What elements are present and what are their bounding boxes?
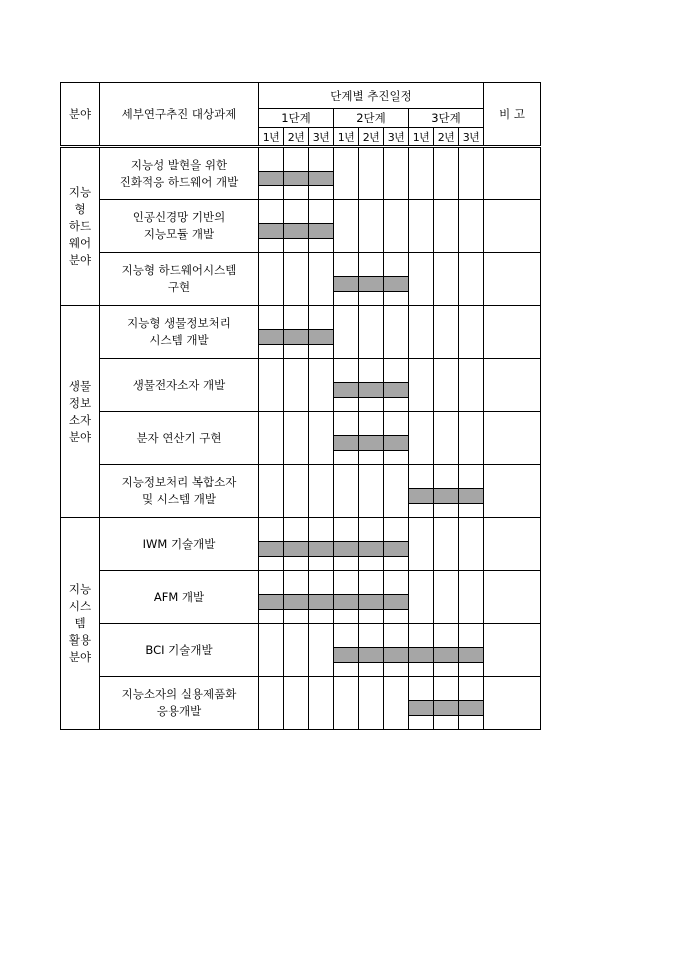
schedule-cell-year-8 bbox=[434, 359, 459, 412]
header-year-9: 3년 bbox=[459, 128, 484, 147]
note-cell bbox=[484, 624, 541, 677]
header-year-8: 2년 bbox=[434, 128, 459, 147]
schedule-cell-year-9 bbox=[459, 306, 484, 359]
schedule-cell-year-3 bbox=[309, 306, 334, 359]
schedule-cell-year-2 bbox=[284, 306, 309, 359]
schedule-cell-year-3 bbox=[309, 518, 334, 571]
schedule-bar bbox=[384, 647, 408, 663]
schedule-cell-year-4 bbox=[334, 306, 359, 359]
schedule-cell-year-4 bbox=[334, 518, 359, 571]
schedule-cell-year-7 bbox=[409, 306, 434, 359]
schedule-cell-year-5 bbox=[359, 147, 384, 200]
schedule-cell-year-5 bbox=[359, 412, 384, 465]
task-cell bbox=[100, 571, 259, 624]
schedule-bar bbox=[434, 700, 458, 716]
task-name-line: 분자 연산기 구현 bbox=[136, 430, 222, 445]
schedule-cell-year-3 bbox=[309, 359, 334, 412]
field-cell bbox=[61, 518, 100, 730]
table-row bbox=[61, 465, 541, 518]
task-name-line: AFM 개발 bbox=[153, 589, 205, 604]
field-label-line: 웨어 bbox=[68, 236, 92, 250]
schedule-cell-year-4 bbox=[334, 677, 359, 730]
schedule-cell-year-7 bbox=[409, 253, 434, 306]
schedule-bar bbox=[284, 171, 308, 187]
schedule-bar bbox=[384, 276, 408, 292]
schedule-bar bbox=[334, 647, 358, 663]
schedule-bar bbox=[309, 329, 333, 345]
schedule-bar bbox=[384, 382, 408, 398]
schedule-cell-year-2 bbox=[284, 677, 309, 730]
field-label-line: 분야 bbox=[68, 253, 92, 267]
schedule-cell-year-6 bbox=[384, 518, 409, 571]
note-cell bbox=[484, 306, 541, 359]
header-year-6: 3년 bbox=[384, 128, 409, 147]
note-cell bbox=[484, 147, 541, 200]
header-note: 비 고 bbox=[484, 83, 541, 147]
schedule-cell-year-8 bbox=[434, 253, 459, 306]
task-cell bbox=[100, 518, 259, 571]
note-cell bbox=[484, 465, 541, 518]
field-label-line: 생물 bbox=[68, 378, 92, 393]
schedule-bar bbox=[459, 488, 483, 504]
schedule-bar bbox=[259, 594, 283, 610]
table-row bbox=[61, 306, 541, 359]
schedule-bar bbox=[459, 700, 483, 716]
schedule-bar bbox=[309, 541, 333, 557]
schedule-cell-year-3 bbox=[309, 677, 334, 730]
task-cell bbox=[100, 359, 259, 412]
task-cell bbox=[100, 200, 259, 253]
field-label-line: 분야 bbox=[68, 650, 92, 664]
header-field: 분야 bbox=[61, 83, 100, 147]
schedule-cell-year-8 bbox=[434, 306, 459, 359]
schedule-bar bbox=[459, 647, 483, 663]
header-schedule: 단계별 추진일정 bbox=[259, 83, 484, 109]
task-name-line: 응용개발 bbox=[156, 704, 202, 718]
schedule-cell-year-7 bbox=[409, 571, 434, 624]
schedule-cell-year-9 bbox=[459, 571, 484, 624]
schedule-cell-year-8 bbox=[434, 412, 459, 465]
schedule-cell-year-2 bbox=[284, 253, 309, 306]
schedule-bar bbox=[284, 594, 308, 610]
schedule-bar bbox=[334, 594, 358, 610]
schedule-table bbox=[60, 82, 541, 730]
task-name-line: 지능소자의 실용제품화 bbox=[121, 687, 237, 701]
schedule-bar bbox=[409, 488, 433, 504]
task-name-line: 지능형 생물정보처리 bbox=[127, 316, 231, 330]
schedule-cell-year-7 bbox=[409, 412, 434, 465]
schedule-cell-year-8 bbox=[434, 465, 459, 518]
schedule-cell-year-5 bbox=[359, 571, 384, 624]
schedule-bar bbox=[334, 541, 358, 557]
schedule-bar bbox=[409, 700, 433, 716]
schedule-cell-year-2 bbox=[284, 624, 309, 677]
schedule-cell-year-8 bbox=[434, 571, 459, 624]
schedule-cell-year-2 bbox=[284, 147, 309, 200]
field-label-line: 하드 bbox=[68, 219, 92, 233]
schedule-cell-year-4 bbox=[334, 412, 359, 465]
schedule-cell-year-3 bbox=[309, 465, 334, 518]
header-stage-1: 1단계 bbox=[259, 109, 334, 128]
note-cell bbox=[484, 200, 541, 253]
schedule-cell-year-9 bbox=[459, 677, 484, 730]
task-name-line: 및 시스템 개발 bbox=[142, 492, 216, 506]
schedule-cell-year-5 bbox=[359, 200, 384, 253]
schedule-cell-year-4 bbox=[334, 147, 359, 200]
table-row bbox=[61, 677, 541, 730]
field-label-line: 형 bbox=[74, 202, 86, 216]
schedule-bar bbox=[284, 329, 308, 345]
schedule-cell-year-2 bbox=[284, 518, 309, 571]
table-row bbox=[61, 359, 541, 412]
schedule-bar bbox=[359, 276, 383, 292]
table-row bbox=[61, 253, 541, 306]
field-label-line: 지능 bbox=[68, 582, 92, 596]
field-label-line: 소자 bbox=[68, 412, 92, 427]
task-name-line: 진화적응 하드웨어 개발 bbox=[119, 174, 239, 189]
schedule-cell-year-8 bbox=[434, 200, 459, 253]
schedule-bar bbox=[359, 594, 383, 610]
schedule-cell-year-5 bbox=[359, 677, 384, 730]
schedule-cell-year-7 bbox=[409, 677, 434, 730]
schedule-cell-year-3 bbox=[309, 200, 334, 253]
schedule-cell-year-7 bbox=[409, 359, 434, 412]
table-row bbox=[61, 571, 541, 624]
schedule-bar bbox=[284, 223, 308, 239]
task-name-line: BCI 기술개발 bbox=[145, 642, 213, 657]
field-label-line: 지능 bbox=[68, 185, 92, 199]
schedule-cell-year-3 bbox=[309, 253, 334, 306]
schedule-cell-year-5 bbox=[359, 306, 384, 359]
schedule-bar bbox=[434, 488, 458, 504]
schedule-bar bbox=[334, 382, 358, 398]
schedule-cell-year-6 bbox=[384, 147, 409, 200]
schedule-bar bbox=[359, 435, 383, 451]
note-cell bbox=[484, 253, 541, 306]
field-label-line: 템 bbox=[74, 616, 86, 630]
schedule-cell-year-3 bbox=[309, 147, 334, 200]
task-name-line: 생물전자소자 개발 bbox=[132, 377, 226, 392]
schedule-cell-year-2 bbox=[284, 465, 309, 518]
schedule-cell-year-1 bbox=[259, 253, 284, 306]
schedule-bar bbox=[359, 382, 383, 398]
note-cell bbox=[484, 412, 541, 465]
schedule-cell-year-3 bbox=[309, 571, 334, 624]
schedule-cell-year-7 bbox=[409, 518, 434, 571]
task-name-line: 지능정보처리 복합소자 bbox=[121, 475, 237, 489]
schedule-cell-year-8 bbox=[434, 147, 459, 200]
schedule-cell-year-6 bbox=[384, 253, 409, 306]
schedule-bar bbox=[359, 647, 383, 663]
schedule-cell-year-2 bbox=[284, 412, 309, 465]
field-cell bbox=[61, 306, 100, 518]
task-cell bbox=[100, 147, 259, 200]
schedule-cell-year-1 bbox=[259, 518, 284, 571]
schedule-cell-year-4 bbox=[334, 200, 359, 253]
task-cell bbox=[100, 412, 259, 465]
schedule-cell-year-9 bbox=[459, 412, 484, 465]
schedule-cell-year-6 bbox=[384, 677, 409, 730]
task-name-line: 시스템 개발 bbox=[149, 333, 209, 347]
schedule-cell-year-6 bbox=[384, 359, 409, 412]
schedule-cell-year-7 bbox=[409, 465, 434, 518]
schedule-bar bbox=[334, 276, 358, 292]
header-stage-2: 2단계 bbox=[334, 109, 409, 128]
header-task: 세부연구추진 대상과제 bbox=[100, 83, 259, 147]
task-cell bbox=[100, 465, 259, 518]
schedule-cell-year-8 bbox=[434, 518, 459, 571]
schedule-cell-year-3 bbox=[309, 412, 334, 465]
header-year-1: 1년 bbox=[259, 128, 284, 147]
schedule-cell-year-1 bbox=[259, 359, 284, 412]
schedule-bar bbox=[309, 171, 333, 187]
schedule-cell-year-9 bbox=[459, 465, 484, 518]
note-cell bbox=[484, 518, 541, 571]
header-year-4: 1년 bbox=[334, 128, 359, 147]
schedule-bar bbox=[409, 647, 433, 663]
note-cell bbox=[484, 677, 541, 730]
schedule-cell-year-9 bbox=[459, 359, 484, 412]
schedule-bar bbox=[259, 171, 283, 187]
schedule-cell-year-7 bbox=[409, 624, 434, 677]
schedule-cell-year-1 bbox=[259, 147, 284, 200]
schedule-bar bbox=[359, 541, 383, 557]
task-cell bbox=[100, 306, 259, 359]
field-label-line: 활용 bbox=[68, 633, 92, 647]
schedule-cell-year-3 bbox=[309, 624, 334, 677]
field-label-line: 분야 bbox=[68, 429, 92, 444]
schedule-cell-year-2 bbox=[284, 571, 309, 624]
schedule-cell-year-5 bbox=[359, 518, 384, 571]
schedule-cell-year-2 bbox=[284, 200, 309, 253]
schedule-cell-year-5 bbox=[359, 359, 384, 412]
schedule-cell-year-1 bbox=[259, 465, 284, 518]
schedule-cell-year-1 bbox=[259, 571, 284, 624]
schedule-cell-year-7 bbox=[409, 147, 434, 200]
schedule-cell-year-9 bbox=[459, 147, 484, 200]
field-label-line: 정보 bbox=[68, 395, 92, 410]
schedule-cell-year-1 bbox=[259, 306, 284, 359]
schedule-bar bbox=[259, 541, 283, 557]
note-cell bbox=[484, 571, 541, 624]
schedule-cell-year-9 bbox=[459, 253, 484, 306]
field-cell bbox=[61, 147, 100, 306]
schedule-bar bbox=[259, 223, 283, 239]
schedule-cell-year-5 bbox=[359, 624, 384, 677]
schedule-cell-year-6 bbox=[384, 571, 409, 624]
task-name-line: IWM 기술개발 bbox=[142, 536, 216, 551]
table-row bbox=[61, 147, 541, 200]
schedule-cell-year-6 bbox=[384, 624, 409, 677]
schedule-cell-year-6 bbox=[384, 465, 409, 518]
schedule-cell-year-4 bbox=[334, 359, 359, 412]
task-name-line: 인공신경망 기반의 bbox=[132, 210, 226, 224]
schedule-cell-year-8 bbox=[434, 677, 459, 730]
schedule-cell-year-1 bbox=[259, 200, 284, 253]
schedule-cell-year-6 bbox=[384, 200, 409, 253]
header-year-5: 2년 bbox=[359, 128, 384, 147]
schedule-cell-year-9 bbox=[459, 200, 484, 253]
schedule-cell-year-2 bbox=[284, 359, 309, 412]
schedule-cell-year-6 bbox=[384, 412, 409, 465]
schedule-bar bbox=[309, 594, 333, 610]
note-cell bbox=[484, 359, 541, 412]
table-row bbox=[61, 518, 541, 571]
schedule-bar bbox=[284, 541, 308, 557]
schedule-bar bbox=[384, 541, 408, 557]
task-name-line: 지능형 하드웨어시스템 bbox=[121, 263, 237, 277]
task-cell bbox=[100, 624, 259, 677]
task-cell bbox=[100, 677, 259, 730]
table-row bbox=[61, 624, 541, 677]
schedule-cell-year-8 bbox=[434, 624, 459, 677]
header-stage-3: 3단계 bbox=[409, 109, 484, 128]
schedule-cell-year-4 bbox=[334, 253, 359, 306]
schedule-cell-year-5 bbox=[359, 253, 384, 306]
schedule-cell-year-4 bbox=[334, 571, 359, 624]
schedule-cell-year-1 bbox=[259, 677, 284, 730]
schedule-cell-year-9 bbox=[459, 624, 484, 677]
schedule-cell-year-4 bbox=[334, 465, 359, 518]
table-row bbox=[61, 412, 541, 465]
schedule-bar bbox=[334, 435, 358, 451]
schedule-bar bbox=[309, 223, 333, 239]
header-year-3: 3년 bbox=[309, 128, 334, 147]
field-label-line: 시스 bbox=[68, 599, 92, 613]
header-year-7: 1년 bbox=[409, 128, 434, 147]
schedule-cell-year-9 bbox=[459, 518, 484, 571]
schedule-cell-year-7 bbox=[409, 200, 434, 253]
schedule-bar bbox=[259, 329, 283, 345]
schedule-cell-year-4 bbox=[334, 624, 359, 677]
schedule-bar bbox=[434, 647, 458, 663]
schedule-bar bbox=[384, 435, 408, 451]
schedule-bar bbox=[384, 594, 408, 610]
schedule-cell-year-5 bbox=[359, 465, 384, 518]
task-name-line: 지능모듈 개발 bbox=[143, 227, 215, 241]
schedule-cell-year-6 bbox=[384, 306, 409, 359]
task-name-line: 구현 bbox=[167, 280, 191, 294]
header-year-2: 2년 bbox=[284, 128, 309, 147]
schedule-cell-year-1 bbox=[259, 624, 284, 677]
table-row bbox=[61, 200, 541, 253]
task-name-line: 지능성 발현을 위한 bbox=[130, 157, 228, 172]
schedule-cell-year-1 bbox=[259, 412, 284, 465]
task-cell bbox=[100, 253, 259, 306]
